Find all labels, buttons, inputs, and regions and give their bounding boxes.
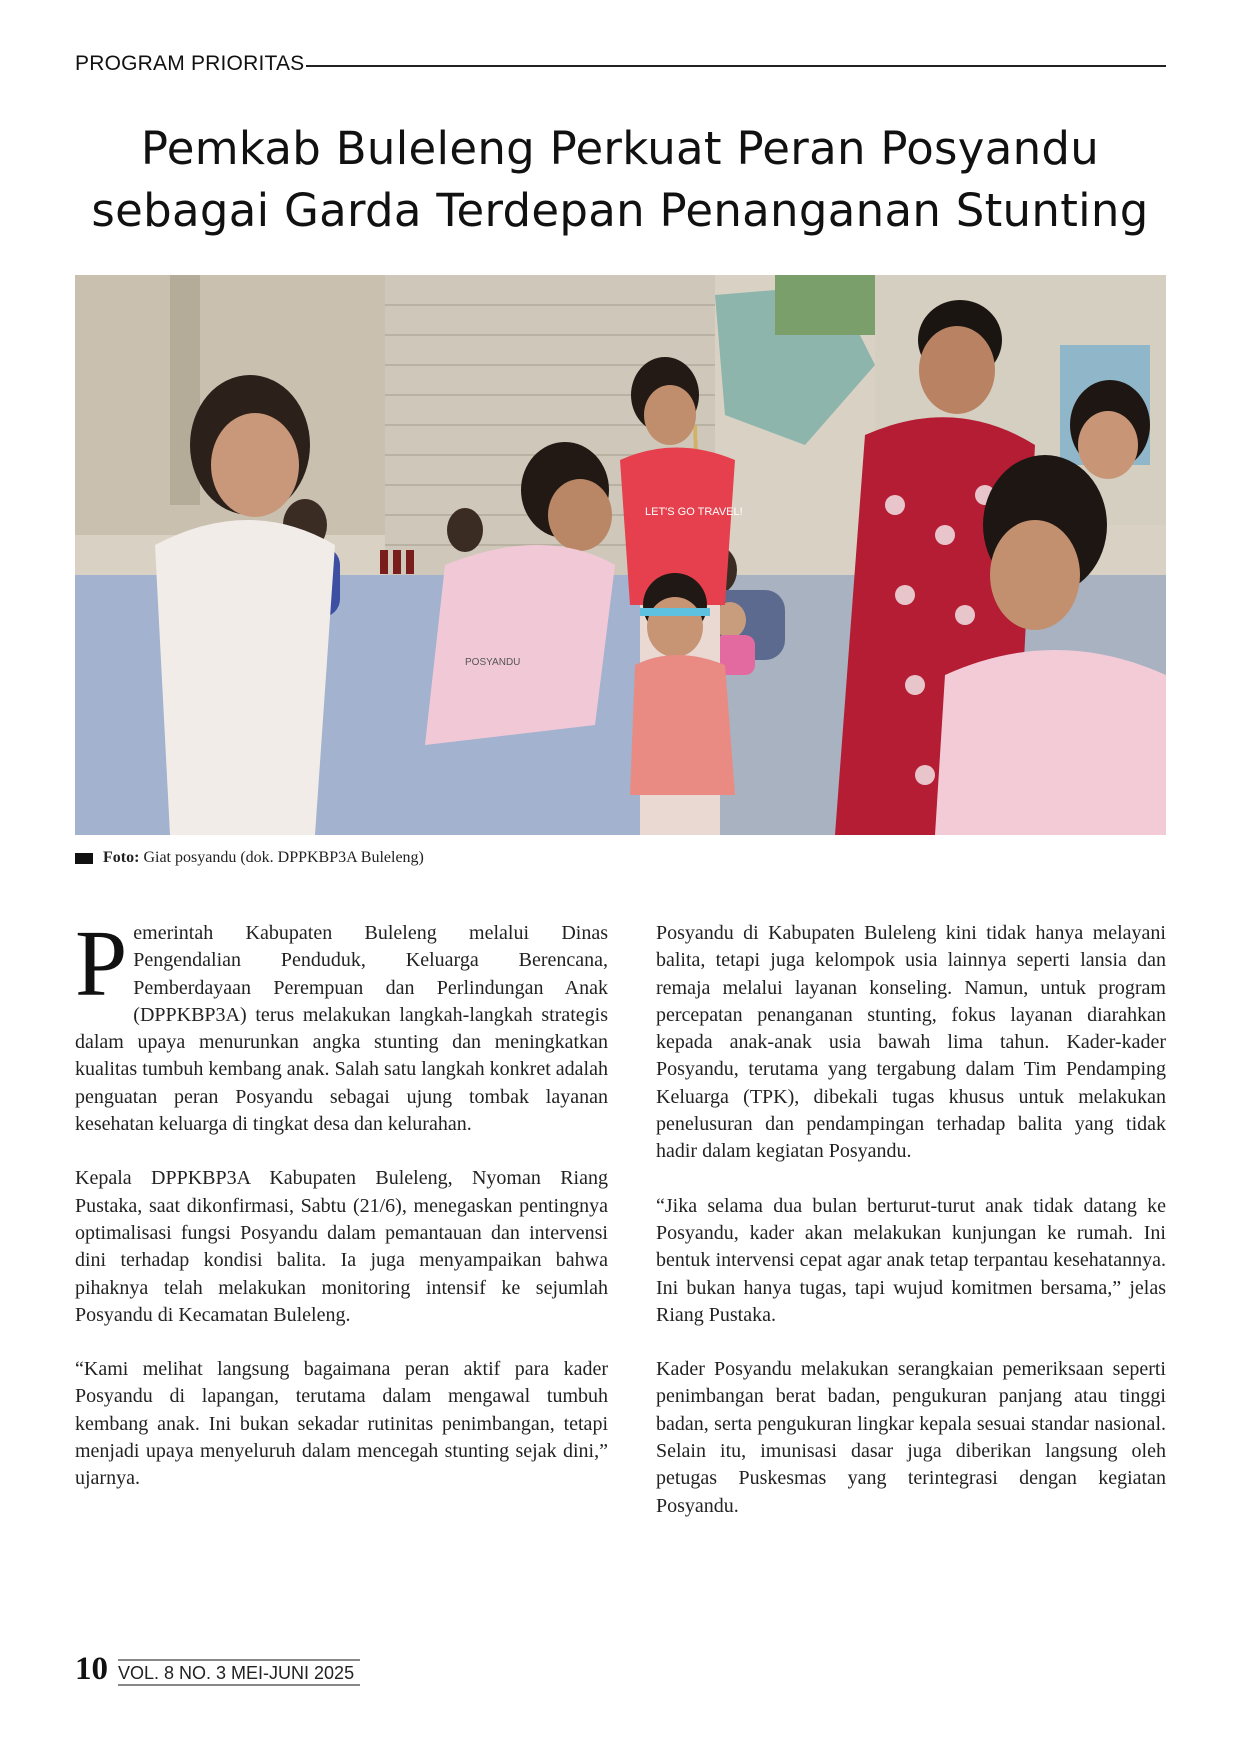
headline <box>60 118 1180 242</box>
paragraph-1 <box>75 912 608 1138</box>
article-photo <box>75 275 1166 835</box>
photo-illustration <box>75 275 1166 835</box>
uniform-text: POSYANDU <box>465 657 521 668</box>
paragraph-6: Kader Posyandu melakukan serangkaian pemeriksaan seperti penimbangan berat badan, pengukuran panjang atau tinggi badan, serta pengukuran lingkar kepala sesuai standar nasional. Selain itu, imunisasi dasar juga diberikan langsung oleh petugas Puskesmas yang terintegrasi dengan kegiatan Posyandu. <box>656 1358 1166 1517</box>
shirt-text: LET'S GO TRAVEL! <box>645 506 743 518</box>
headline-line-1: Pemkab Buleleng Perkuat Peran Posyandu <box>140 122 1100 175</box>
drop-cap: P <box>75 912 128 1016</box>
paragraph-3: “Kami melihat langsung bagaimana peran aktif para kader Posyandu di lapangan, terutama dalam mengawal tumbuh kembang anak. Ini bukan sekadar rutinitas penimbangan, tetapi menjadi upaya menyeluruh dalam mencegah stunting sejak dini,” ujarnya. <box>75 1358 608 1490</box>
photo-caption <box>75 849 424 867</box>
caption-marker <box>75 853 93 864</box>
paragraph-4: Posyandu di Kabupaten Buleleng kini tidak hanya melayani balita, tetapi juga kelompok usia lainnya seperti lansia dan remaja melalui layanan konseling. Namun, untuk program percepatan penanganan stunting, fokus layanan diarahkan kepada anak-anak usia bawah lima tahun. Kader-kader Posyandu, terutama yang tergabung dalam Tim Pendamping Keluarga (TPK), dibekali tugas khusus untuk melakukan penelusuran dan pendampingan terhadap balita yang tidak hadir dalam kegiatan Posyandu. <box>656 922 1166 1163</box>
headline-line-2: sebagai Garda Terdepan Penanganan Stunting <box>91 184 1149 237</box>
paragraph-5: “Jika selama dua bulan berturut-turut anak tidak datang ke Posyandu, kader akan melakukan kunjungan ke rumah. Ini bentuk intervensi cepat agar anak tetap terpantau kesehatannya. Ini bukan hanya tugas, tapi wujud komitmen bersama,” jelas Riang Pustaka. <box>656 1194 1166 1326</box>
page-footer <box>75 1652 360 1686</box>
paragraph-2: Kepala DPPKBP3A Kabupaten Buleleng, Nyoman Riang Pustaka, saat dikonfirmasi, Sabtu (21/6), menegaskan pentingnya optimalisasi fungsi Posyandu dalam pemantauan dan intervensi dini terhadap kondisi balita. Ia juga menyampaikan bahwa pihaknya telah melakukan monitoring intensif ke sejumlah Posyandu di Kecamatan Buleleng. <box>75 1167 608 1326</box>
column-right <box>656 920 1166 1547</box>
caption-text: Giat posyandu (dok. DPPKBP3A Buleleng) <box>143 849 424 866</box>
section-rule <box>306 65 1166 67</box>
issue-info: VOL. 8 NO. 3 MEI-JUNI 2025 <box>118 1659 360 1686</box>
page-number: 10 <box>75 1651 108 1687</box>
paragraph-1-text: emerintah Kabupaten Buleleng melalui Dinas Pengendalian Penduduk, Keluarga Berencana, Pemberdayaan Perempuan dan Perlindungan Anak (DPPKBP3A) terus melakukan langkah-langkah strategis dalam upaya menurunkan angka stunting dan meningkatkan kualitas tumbuh kembang anak. Salah satu langkah konkret adalah penguatan peran Posyandu sebagai ujung tombak layanan kesehatan keluarga di tingkat desa dan kelurahan. <box>75 922 608 1136</box>
caption-label: Foto: <box>103 849 140 866</box>
section-label: PROGRAM PRIORITAS <box>75 52 305 75</box>
column-left <box>75 912 608 1520</box>
